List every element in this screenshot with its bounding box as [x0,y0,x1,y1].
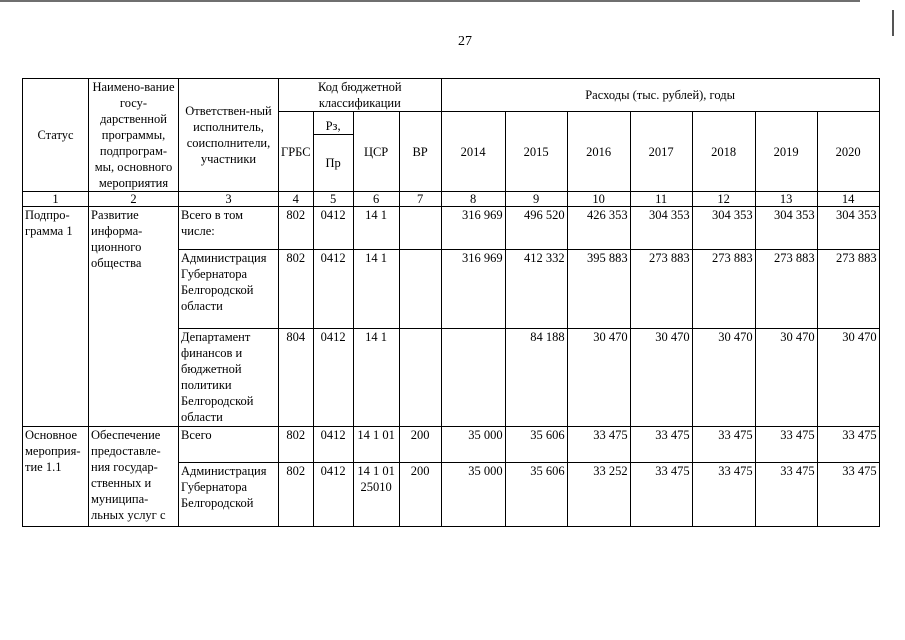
value-2020: 273 883 [817,250,879,329]
col-number: 13 [755,192,817,207]
col-number: 8 [441,192,505,207]
column-numbers-row [23,192,880,207]
rzpr-cell: 0412 [313,427,353,463]
header-year-2020: 2020 [817,112,879,192]
col-number: 10 [567,192,630,207]
responsible-cell: Департамент финансов и бюджетной политики Белгородской области [179,329,279,427]
value-2016: 33 252 [567,463,630,527]
csr-cell: 14 1 [353,329,399,427]
value-2017: 30 470 [630,329,692,427]
grbs-cell: 802 [279,250,314,329]
scan-edge-top [0,0,860,2]
value-2014: 316 969 [441,207,505,250]
col-number: 2 [89,192,179,207]
responsible-cell: Администрация Губернатора Белгородской области [179,250,279,329]
vr-cell: 200 [399,463,441,527]
value-2019: 30 470 [755,329,817,427]
value-2019: 33 475 [755,463,817,527]
col-number: 1 [23,192,89,207]
value-2016: 30 470 [567,329,630,427]
vr-cell [399,329,441,427]
scan-edge-right [892,10,894,36]
responsible-cell: Всего [179,427,279,463]
col-number: 5 [313,192,353,207]
header-year-2015: 2015 [505,112,567,192]
budget-table [22,78,880,527]
header-name: Наимено-вание госу-дарственной программы, подпрограм-мы, основного мероприятия [89,79,179,192]
rzpr-cell: 0412 [313,329,353,427]
rzpr-cell: 0412 [313,207,353,250]
col-number: 14 [817,192,879,207]
page-number: 27 [458,34,472,49]
program-name-cell: Обеспечение предоставле-ния государ-ственных и муниципа-льных услуг с [89,427,179,527]
col-number: 9 [505,192,567,207]
header-responsible: Ответствен-ный исполнитель, соисполнители, участники [179,79,279,192]
value-2016: 33 475 [567,427,630,463]
header-year-2019: 2019 [755,112,817,192]
csr-cell: 14 1 [353,207,399,250]
value-2020: 33 475 [817,463,879,527]
value-2015: 35 606 [505,463,567,527]
header-year-2017: 2017 [630,112,692,192]
grbs-cell: 802 [279,427,314,463]
vr-cell: 200 [399,427,441,463]
table-row [23,207,880,250]
value-2014: 35 000 [441,427,505,463]
value-2015: 496 520 [505,207,567,250]
csr-cell: 14 1 01 25010 [353,463,399,527]
csr-cell: 14 1 01 [353,427,399,463]
header-year-2014: 2014 [441,112,505,192]
responsible-cell: Всего в том числе: [179,207,279,250]
col-number: 12 [692,192,755,207]
value-2019: 273 883 [755,250,817,329]
header-row-1 [23,79,880,112]
col-number: 11 [630,192,692,207]
value-2017: 304 353 [630,207,692,250]
value-2017: 273 883 [630,250,692,329]
col-number: 6 [353,192,399,207]
header-rz: Рз, [313,112,353,135]
col-number: 4 [279,192,314,207]
value-2014: 316 969 [441,250,505,329]
csr-cell: 14 1 [353,250,399,329]
col-number: 3 [179,192,279,207]
value-2015: 35 606 [505,427,567,463]
value-2014 [441,329,505,427]
rzpr-cell: 0412 [313,463,353,527]
program-name-cell: Развитие информа-ционного общества [89,207,179,427]
value-2015: 84 188 [505,329,567,427]
value-2020: 30 470 [817,329,879,427]
header-year-2018: 2018 [692,112,755,192]
header-status: Статус [23,79,89,192]
header-grbs: ГРБС [279,112,314,192]
rzpr-cell: 0412 [313,250,353,329]
value-2020: 33 475 [817,427,879,463]
header-budget-code: Код бюджетной классификации [279,79,442,112]
vr-cell [399,250,441,329]
value-2016: 395 883 [567,250,630,329]
value-2018: 33 475 [692,463,755,527]
header-expenses: Расходы (тыс. рублей), годы [441,79,879,112]
value-2014: 35 000 [441,463,505,527]
value-2016: 426 353 [567,207,630,250]
table-row [23,427,880,463]
header-csr: ЦСР [353,112,399,192]
status-cell: Подпро-грамма 1 [23,207,89,427]
vr-cell [399,207,441,250]
value-2020: 304 353 [817,207,879,250]
grbs-cell: 802 [279,207,314,250]
value-2018: 30 470 [692,329,755,427]
value-2015: 412 332 [505,250,567,329]
value-2017: 33 475 [630,427,692,463]
header-pr: Пр [313,135,353,192]
responsible-cell: Администрация Губернатора Белгородской [179,463,279,527]
value-2017: 33 475 [630,463,692,527]
header-year-2016: 2016 [567,112,630,192]
grbs-cell: 804 [279,329,314,427]
col-number: 7 [399,192,441,207]
grbs-cell: 802 [279,463,314,527]
value-2018: 33 475 [692,427,755,463]
status-cell: Основное мероприя-тие 1.1 [23,427,89,527]
header-vr: ВР [399,112,441,192]
value-2019: 33 475 [755,427,817,463]
value-2018: 304 353 [692,207,755,250]
value-2018: 273 883 [692,250,755,329]
value-2019: 304 353 [755,207,817,250]
